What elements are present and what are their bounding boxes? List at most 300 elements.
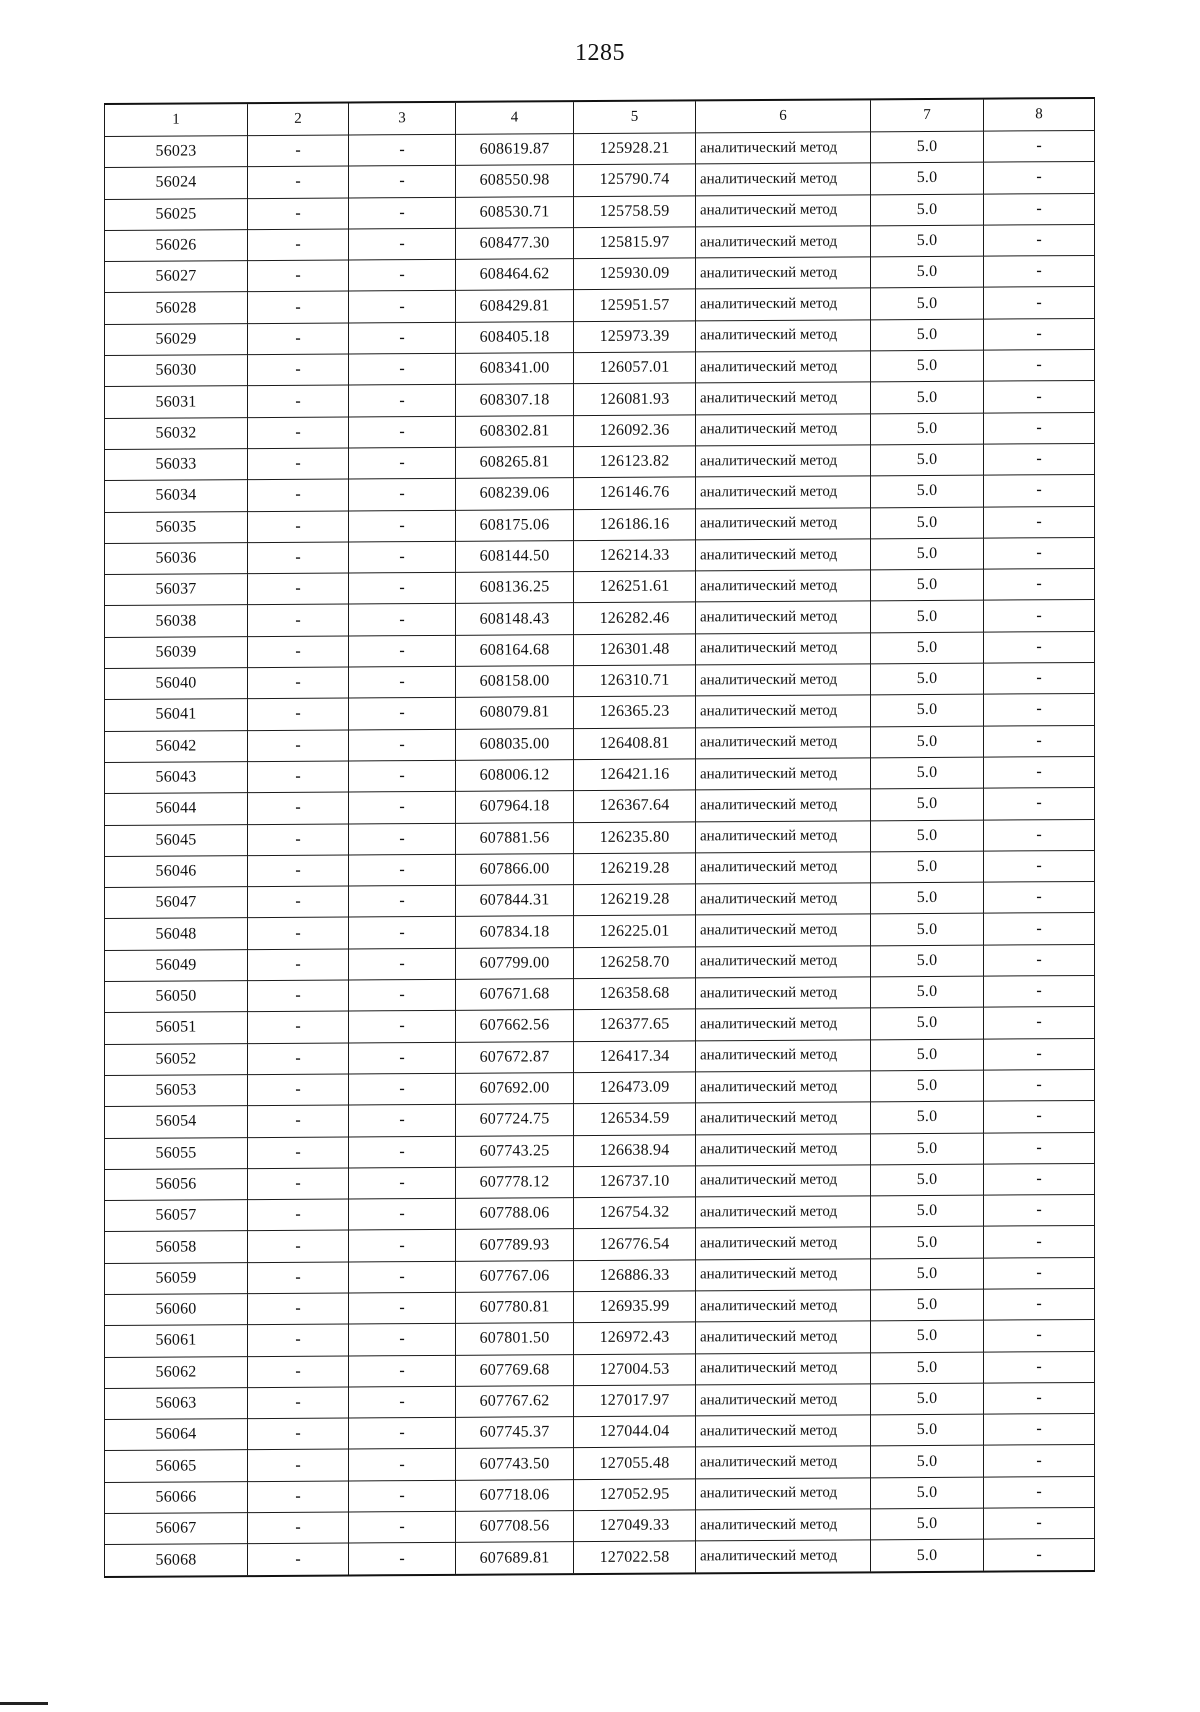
- col3-value: -: [349, 1449, 456, 1481]
- accuracy: 5.0: [871, 882, 984, 914]
- col8-value: -: [984, 256, 1095, 288]
- x-coordinate: 608136.25: [456, 572, 574, 604]
- column-header: 4: [456, 101, 574, 134]
- x-coordinate: 608144.50: [456, 540, 574, 572]
- x-coordinate: 607671.68: [456, 979, 574, 1011]
- accuracy: 5.0: [871, 225, 984, 257]
- point-number: 56052: [105, 1043, 248, 1075]
- accuracy: 5.0: [871, 194, 984, 226]
- col3-value: -: [349, 166, 456, 198]
- col8-value: -: [984, 662, 1095, 694]
- y-coordinate: 126421.16: [574, 759, 696, 791]
- col3-value: -: [349, 1511, 456, 1543]
- col2-value: -: [248, 291, 349, 323]
- method: аналитический метод: [696, 1071, 871, 1103]
- method: аналитический метод: [696, 288, 871, 320]
- point-number: 56062: [105, 1356, 248, 1388]
- x-coordinate: 607767.06: [456, 1260, 574, 1292]
- method: аналитический метод: [696, 664, 871, 696]
- col3-value: -: [349, 1261, 456, 1293]
- x-coordinate: 607743.50: [456, 1448, 574, 1480]
- accuracy: 5.0: [871, 1508, 984, 1540]
- y-coordinate: 126367.64: [574, 790, 696, 822]
- col3-value: -: [349, 541, 456, 573]
- coordinates-table: [104, 97, 1095, 1578]
- y-coordinate: 126776.54: [574, 1228, 696, 1260]
- accuracy: 5.0: [871, 444, 984, 476]
- col3-value: -: [349, 260, 456, 292]
- col3-value: -: [349, 510, 456, 542]
- column-header: 8: [984, 98, 1095, 131]
- point-number: 56031: [105, 386, 248, 418]
- col8-value: -: [984, 725, 1095, 757]
- accuracy: 5.0: [871, 694, 984, 726]
- x-coordinate: 608530.71: [456, 196, 574, 228]
- column-header: 3: [349, 102, 456, 135]
- x-coordinate: 607788.06: [456, 1198, 574, 1230]
- col3-value: -: [349, 1543, 456, 1575]
- col8-value: -: [984, 1007, 1095, 1039]
- x-coordinate: 608148.43: [456, 603, 574, 635]
- point-number: 56045: [105, 824, 248, 856]
- method: аналитический метод: [696, 194, 871, 226]
- col8-value: -: [984, 1476, 1095, 1508]
- point-number: 56024: [105, 167, 248, 199]
- point-number: 56043: [105, 762, 248, 794]
- x-coordinate: 608035.00: [456, 728, 574, 760]
- point-number: 56063: [105, 1387, 248, 1419]
- accuracy: 5.0: [871, 663, 984, 695]
- accuracy: 5.0: [871, 131, 984, 163]
- col3-value: -: [349, 353, 456, 385]
- column-header: 5: [574, 100, 696, 133]
- col2-value: -: [248, 1543, 349, 1575]
- col8-value: -: [984, 1132, 1095, 1164]
- x-coordinate: 607801.50: [456, 1323, 574, 1355]
- point-number: 56048: [105, 918, 248, 950]
- point-number: 56049: [105, 949, 248, 981]
- y-coordinate: 125973.39: [574, 321, 696, 353]
- col3-value: -: [349, 948, 456, 980]
- accuracy: 5.0: [871, 1320, 984, 1352]
- y-coordinate: 125951.57: [574, 289, 696, 321]
- x-coordinate: 607964.18: [456, 791, 574, 823]
- x-coordinate: 608239.06: [456, 478, 574, 510]
- method: аналитический метод: [696, 1352, 871, 1384]
- col2-value: -: [248, 417, 349, 449]
- method: аналитический метод: [696, 758, 871, 790]
- col3-value: -: [349, 1011, 456, 1043]
- col8-value: -: [984, 913, 1095, 945]
- method: аналитический метод: [696, 1290, 871, 1322]
- accuracy: 5.0: [871, 350, 984, 382]
- point-number: 56032: [105, 417, 248, 449]
- col3-value: -: [349, 479, 456, 511]
- accuracy: 5.0: [871, 820, 984, 852]
- y-coordinate: 127052.95: [574, 1479, 696, 1511]
- col8-value: -: [984, 1195, 1095, 1227]
- x-coordinate: 608550.98: [456, 165, 574, 197]
- x-coordinate: 608079.81: [456, 697, 574, 729]
- x-coordinate: 608302.81: [456, 415, 574, 447]
- table-row: [105, 1539, 1095, 1577]
- page-number: 1285: [575, 40, 625, 66]
- x-coordinate: 607789.93: [456, 1229, 574, 1261]
- accuracy: 5.0: [871, 256, 984, 288]
- column-header: 6: [696, 99, 871, 133]
- method: аналитический метод: [696, 1039, 871, 1071]
- accuracy: 5.0: [871, 162, 984, 194]
- col2-value: -: [248, 604, 349, 636]
- accuracy: 5.0: [871, 1164, 984, 1196]
- col8-value: -: [984, 788, 1095, 820]
- col8-value: -: [984, 537, 1095, 569]
- col2-value: -: [248, 1512, 349, 1544]
- y-coordinate: 127049.33: [574, 1510, 696, 1542]
- accuracy: 5.0: [871, 1039, 984, 1071]
- col8-value: -: [984, 1382, 1095, 1414]
- col8-value: -: [984, 1508, 1095, 1540]
- point-number: 56042: [105, 730, 248, 762]
- col2-value: -: [248, 1481, 349, 1513]
- method: аналитический метод: [696, 852, 871, 884]
- point-number: 56056: [105, 1168, 248, 1200]
- col2-value: -: [248, 949, 349, 981]
- point-number: 56038: [105, 605, 248, 637]
- y-coordinate: 126282.46: [574, 602, 696, 634]
- column-header: 7: [871, 99, 984, 132]
- col8-value: -: [984, 381, 1095, 413]
- col2-value: -: [248, 1356, 349, 1388]
- col2-value: -: [248, 448, 349, 480]
- accuracy: 5.0: [871, 1007, 984, 1039]
- method: аналитический метод: [696, 445, 871, 477]
- y-coordinate: 125758.59: [574, 195, 696, 227]
- col8-value: -: [984, 1351, 1095, 1383]
- method: аналитический метод: [696, 382, 871, 414]
- y-coordinate: 126258.70: [574, 947, 696, 979]
- y-coordinate: 126358.68: [574, 978, 696, 1010]
- col8-value: -: [984, 1414, 1095, 1446]
- y-coordinate: 126737.10: [574, 1166, 696, 1198]
- accuracy: 5.0: [871, 1289, 984, 1321]
- method: аналитический метод: [696, 1133, 871, 1165]
- y-coordinate: 126123.82: [574, 446, 696, 478]
- accuracy: 5.0: [871, 1477, 984, 1509]
- col8-value: -: [984, 350, 1095, 382]
- x-coordinate: 608307.18: [456, 384, 574, 416]
- col3-value: -: [349, 228, 456, 260]
- x-coordinate: 607799.00: [456, 947, 574, 979]
- col8-value: -: [984, 975, 1095, 1007]
- col3-value: -: [349, 1136, 456, 1168]
- point-number: 56053: [105, 1075, 248, 1107]
- method: аналитический метод: [696, 507, 871, 539]
- method: аналитический метод: [696, 226, 871, 258]
- col8-value: -: [984, 819, 1095, 851]
- col3-value: -: [349, 1418, 456, 1450]
- method: аналитический метод: [696, 1008, 871, 1040]
- col3-value: -: [349, 1355, 456, 1387]
- col8-value: -: [984, 1163, 1095, 1195]
- accuracy: 5.0: [871, 601, 984, 633]
- x-coordinate: 607767.62: [456, 1386, 574, 1418]
- col2-value: -: [248, 698, 349, 730]
- col3-value: -: [349, 1105, 456, 1137]
- x-coordinate: 608265.81: [456, 447, 574, 479]
- col2-value: -: [248, 166, 349, 198]
- x-coordinate: 607692.00: [456, 1073, 574, 1105]
- y-coordinate: 126638.94: [574, 1134, 696, 1166]
- point-number: 56065: [105, 1450, 248, 1482]
- method: аналитический метод: [696, 695, 871, 727]
- y-coordinate: 127004.53: [574, 1353, 696, 1385]
- accuracy: 5.0: [871, 1133, 984, 1165]
- y-coordinate: 126473.09: [574, 1072, 696, 1104]
- col8-value: -: [984, 850, 1095, 882]
- x-coordinate: 607780.81: [456, 1292, 574, 1324]
- method: аналитический метод: [696, 539, 871, 571]
- point-number: 56051: [105, 1012, 248, 1044]
- col2-value: -: [248, 980, 349, 1012]
- x-coordinate: 608158.00: [456, 666, 574, 698]
- col3-value: -: [349, 1042, 456, 1074]
- x-coordinate: 607745.37: [456, 1417, 574, 1449]
- y-coordinate: 126214.33: [574, 540, 696, 572]
- x-coordinate: 608429.81: [456, 290, 574, 322]
- col8-value: -: [984, 631, 1095, 663]
- col2-value: -: [248, 886, 349, 918]
- accuracy: 5.0: [871, 1227, 984, 1259]
- col3-value: -: [349, 823, 456, 855]
- x-coordinate: 608477.30: [456, 228, 574, 260]
- method: аналитический метод: [696, 946, 871, 978]
- method: аналитический метод: [696, 163, 871, 195]
- col8-value: -: [984, 882, 1095, 914]
- accuracy: 5.0: [871, 914, 984, 946]
- col2-value: -: [248, 1043, 349, 1075]
- col3-value: -: [349, 447, 456, 479]
- col2-value: -: [248, 1387, 349, 1419]
- accuracy: 5.0: [871, 757, 984, 789]
- point-number: 56033: [105, 449, 248, 481]
- y-coordinate: 125928.21: [574, 133, 696, 165]
- y-coordinate: 126301.48: [574, 634, 696, 666]
- col2-value: -: [248, 824, 349, 856]
- point-number: 56026: [105, 230, 248, 262]
- x-coordinate: 607708.56: [456, 1511, 574, 1543]
- method: аналитический метод: [696, 1415, 871, 1447]
- x-coordinate: 607834.18: [456, 916, 574, 948]
- col8-value: -: [984, 193, 1095, 225]
- point-number: 56027: [105, 261, 248, 293]
- col2-value: -: [248, 542, 349, 574]
- y-coordinate: 126310.71: [574, 665, 696, 697]
- col2-value: -: [248, 1262, 349, 1294]
- accuracy: 5.0: [871, 1446, 984, 1478]
- point-number: 56055: [105, 1137, 248, 1169]
- method: аналитический метод: [696, 413, 871, 445]
- method: аналитический метод: [696, 1102, 871, 1134]
- x-coordinate: 608164.68: [456, 634, 574, 666]
- col2-value: -: [248, 385, 349, 417]
- x-coordinate: 608405.18: [456, 321, 574, 353]
- y-coordinate: 126081.93: [574, 383, 696, 415]
- method: аналитический метод: [696, 257, 871, 289]
- accuracy: 5.0: [871, 507, 984, 539]
- y-coordinate: 126365.23: [574, 696, 696, 728]
- y-coordinate: 125815.97: [574, 227, 696, 259]
- col2-value: -: [248, 1105, 349, 1137]
- y-coordinate: 127017.97: [574, 1385, 696, 1417]
- col3-value: -: [349, 385, 456, 417]
- point-number: 56067: [105, 1513, 248, 1545]
- y-coordinate: 125790.74: [574, 164, 696, 196]
- y-coordinate: 127022.58: [574, 1541, 696, 1574]
- x-coordinate: 607672.87: [456, 1041, 574, 1073]
- col3-value: -: [349, 1073, 456, 1105]
- x-coordinate: 608006.12: [456, 760, 574, 792]
- point-number: 56039: [105, 636, 248, 668]
- y-coordinate: 126377.65: [574, 1009, 696, 1041]
- col3-value: -: [349, 792, 456, 824]
- col8-value: -: [984, 1226, 1095, 1258]
- method: аналитический метод: [696, 914, 871, 946]
- col2-value: -: [248, 730, 349, 762]
- col3-value: -: [349, 885, 456, 917]
- col2-value: -: [248, 1293, 349, 1325]
- accuracy: 5.0: [871, 1352, 984, 1384]
- col2-value: -: [248, 511, 349, 543]
- col2-value: -: [248, 1449, 349, 1481]
- accuracy: 5.0: [871, 945, 984, 977]
- method: аналитический метод: [696, 726, 871, 758]
- point-number: 56059: [105, 1262, 248, 1294]
- accuracy: 5.0: [871, 976, 984, 1008]
- point-number: 56040: [105, 668, 248, 700]
- point-number: 56064: [105, 1419, 248, 1451]
- y-coordinate: 126225.01: [574, 915, 696, 947]
- col8-value: -: [984, 506, 1095, 538]
- col3-value: -: [349, 134, 456, 166]
- method: аналитический метод: [696, 883, 871, 915]
- accuracy: 5.0: [871, 1258, 984, 1290]
- x-coordinate: 608341.00: [456, 353, 574, 385]
- col3-value: -: [349, 291, 456, 323]
- x-coordinate: 607662.56: [456, 1010, 574, 1042]
- col3-value: -: [349, 854, 456, 886]
- point-number: 56050: [105, 981, 248, 1013]
- point-number: 56046: [105, 855, 248, 887]
- y-coordinate: 127055.48: [574, 1447, 696, 1479]
- method: аналитический метод: [696, 320, 871, 352]
- method: аналитический метод: [696, 1165, 871, 1197]
- method: аналитический метод: [696, 977, 871, 1009]
- y-coordinate: 126754.32: [574, 1197, 696, 1229]
- point-number: 56028: [105, 292, 248, 324]
- col8-value: -: [984, 475, 1095, 507]
- accuracy: 5.0: [871, 1195, 984, 1227]
- method: аналитический метод: [696, 570, 871, 602]
- col2-value: -: [248, 1011, 349, 1043]
- accuracy: 5.0: [871, 788, 984, 820]
- method: аналитический метод: [696, 1446, 871, 1478]
- accuracy: 5.0: [871, 1070, 984, 1102]
- col2-value: -: [248, 792, 349, 824]
- point-number: 56036: [105, 542, 248, 574]
- method: аналитический метод: [696, 789, 871, 821]
- col2-value: -: [248, 636, 349, 668]
- method: аналитический метод: [696, 1227, 871, 1259]
- col2-value: -: [248, 135, 349, 167]
- x-coordinate: 607724.75: [456, 1104, 574, 1136]
- col3-value: -: [349, 1324, 456, 1356]
- col8-value: -: [984, 1257, 1095, 1289]
- y-coordinate: 126235.80: [574, 821, 696, 853]
- point-number: 56025: [105, 198, 248, 230]
- x-coordinate: 608175.06: [456, 509, 574, 541]
- method: аналитический метод: [696, 633, 871, 665]
- accuracy: 5.0: [871, 1383, 984, 1415]
- y-coordinate: 126251.61: [574, 571, 696, 603]
- col3-value: -: [349, 1292, 456, 1324]
- accuracy: 5.0: [871, 538, 984, 570]
- col3-value: -: [349, 635, 456, 667]
- x-coordinate: 607769.68: [456, 1354, 574, 1386]
- method: аналитический метод: [696, 1478, 871, 1510]
- col2-value: -: [248, 1324, 349, 1356]
- col2-value: -: [248, 761, 349, 793]
- col8-value: -: [984, 756, 1095, 788]
- method: аналитический метод: [696, 1540, 871, 1573]
- col2-value: -: [248, 1168, 349, 1200]
- col8-value: -: [984, 318, 1095, 350]
- col3-value: -: [349, 416, 456, 448]
- y-coordinate: 126886.33: [574, 1260, 696, 1292]
- method: аналитический метод: [696, 1509, 871, 1541]
- scan-edge-mark: [0, 1702, 48, 1705]
- point-number: 56044: [105, 793, 248, 825]
- col2-value: -: [248, 260, 349, 292]
- accuracy: 5.0: [871, 851, 984, 883]
- x-coordinate: 607778.12: [456, 1166, 574, 1198]
- method: аналитический метод: [696, 601, 871, 633]
- col2-value: -: [248, 573, 349, 605]
- y-coordinate: 126146.76: [574, 477, 696, 509]
- col8-value: -: [984, 1445, 1095, 1477]
- x-coordinate: 607844.31: [456, 885, 574, 917]
- col3-value: -: [349, 729, 456, 761]
- point-number: 56030: [105, 355, 248, 387]
- col2-value: -: [248, 1418, 349, 1450]
- col2-value: -: [248, 198, 349, 230]
- col8-value: -: [984, 694, 1095, 726]
- method: аналитический метод: [696, 1384, 871, 1416]
- y-coordinate: 127044.04: [574, 1416, 696, 1448]
- col8-value: -: [984, 1288, 1095, 1320]
- col3-value: -: [349, 1386, 456, 1418]
- col8-value: -: [984, 1038, 1095, 1070]
- point-number: 56060: [105, 1294, 248, 1326]
- col2-value: -: [248, 479, 349, 511]
- col3-value: -: [349, 322, 456, 354]
- col3-value: -: [349, 917, 456, 949]
- col3-value: -: [349, 1198, 456, 1230]
- column-header: 1: [105, 103, 248, 136]
- col8-value: -: [984, 130, 1095, 162]
- col8-value: -: [984, 443, 1095, 475]
- col3-value: -: [349, 604, 456, 636]
